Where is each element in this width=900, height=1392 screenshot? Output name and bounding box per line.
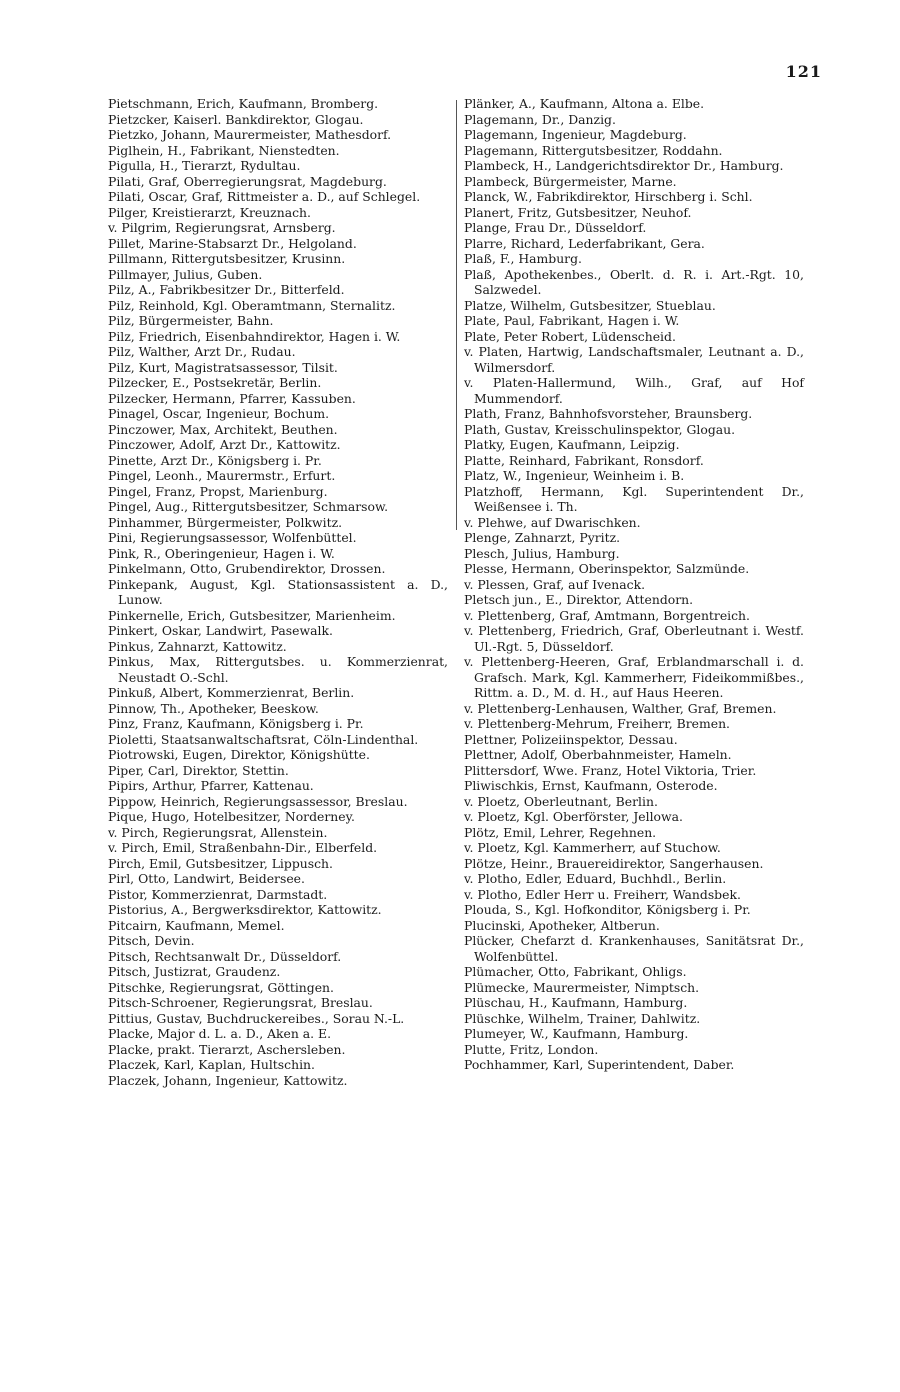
- directory-entry: Pingel, Franz, Propst, Marienburg.: [108, 483, 328, 499]
- directory-entry: Platz, W., Ingenieur, Weinheim i. B.: [464, 468, 685, 483]
- directory-entry: Plarre, Richard, Lederfabrikant, Gera.: [464, 235, 705, 251]
- directory-entry: Pitsch, Rechtsanwalt Dr., Düsseldorf.: [108, 948, 342, 964]
- directory-entry: Plücker, Chefarzt d. Krankenhauses, Sanitätsrat Dr., Wolfenbüttel.: [464, 933, 804, 964]
- directory-entry: Placke, prakt. Tierarzt, Aschersleben.: [108, 1041, 346, 1057]
- directory-entry: Plänker, A., Kaufmann, Altona a. Elbe.: [464, 96, 705, 111]
- directory-entry: Pinkuß, Albert, Kommerzienrat, Berlin.: [108, 685, 355, 700]
- directory-entry: Pitsch, Justizrat, Graudenz.: [108, 964, 281, 979]
- directory-entry: Pilz, Kurt, Magistratsassessor, Tilsit.: [108, 359, 338, 375]
- directory-entry: Pinkelmann, Otto, Grubendirektor, Drossen.: [108, 561, 386, 576]
- directory-entry: v. Ploetz, Oberleutnant, Berlin.: [464, 793, 658, 809]
- directory-entry: Pinnow, Th., Apotheker, Beeskow.: [108, 700, 319, 716]
- directory-entry: v. Plettenberg-Heeren, Graf, Erblandmarschall i. d. Grafsch. Mark, Kgl. Kammerherr, Fideikommißbes., Rittm. a. D., M. d. H., auf Haus Heeren.: [464, 654, 804, 700]
- directory-entry: Pilzecker, E., Postsekretär, Berlin.: [108, 375, 322, 390]
- directory-entry: Pilz, Walther, Arzt Dr., Rudau.: [108, 344, 296, 359]
- directory-entry: Plötz, Emil, Lehrer, Regehnen.: [464, 824, 657, 840]
- directory-entry: Placke, Major d. L. a. D., Aken a. E.: [108, 1026, 332, 1041]
- directory-entry: Placzek, Karl, Kaplan, Hultschin.: [108, 1057, 315, 1072]
- directory-entry: v. Plehwe, auf Dwarischken.: [464, 514, 641, 530]
- directory-entry: Pilati, Graf, Oberregierungsrat, Magdeburg.: [108, 173, 387, 189]
- directory-entry: Plutte, Fritz, London.: [464, 1041, 599, 1057]
- directory-entry: Pinkert, Oskar, Landwirt, Pasewalk.: [108, 623, 333, 638]
- directory-entry: Plettner, Adolf, Oberbahnmeister, Hameln.: [464, 747, 732, 762]
- directory-entry: Plath, Franz, Bahnhofsvorsteher, Braunsberg.: [464, 406, 753, 421]
- directory-entry: Pilz, Bürgermeister, Bahn.: [108, 313, 274, 328]
- directory-entry: Pilz, Reinhold, Kgl. Oberamtmann, Sternalitz.: [108, 297, 396, 313]
- directory-entry: Platzhoff, Hermann, Kgl. Superintendent Dr., Weißensee i. Th.: [464, 483, 804, 514]
- directory-entry: Pinkus, Max, Rittergutsbes. u. Kommerzienrat, Neustadt O.-Schl.: [108, 654, 448, 685]
- directory-entry: Plümecke, Maurermeister, Nimptsch.: [464, 979, 700, 995]
- directory-entry: Pietzcker, Kaiserl. Bankdirektor, Glogau.: [108, 111, 364, 127]
- directory-entry: Plaß, F., Hamburg.: [464, 251, 582, 266]
- directory-entry: Platky, Eugen, Kaufmann, Leipzig.: [464, 437, 680, 452]
- directory-entry: Pinkus, Zahnarzt, Kattowitz.: [108, 638, 287, 654]
- directory-entry: Plaß, Apothekenbes., Oberlt. d. R. i. Art.-Rgt. 10, Salzwedel.: [464, 266, 804, 297]
- directory-entry: Pitschke, Regierungsrat, Göttingen.: [108, 979, 334, 995]
- column-divider: [456, 100, 457, 530]
- directory-entry: Pitcairn, Kaufmann, Memel.: [108, 917, 285, 933]
- directory-entry: Plagemann, Dr., Danzig.: [464, 111, 616, 127]
- directory-entry: Pinhammer, Bürgermeister, Polkwitz.: [108, 514, 343, 530]
- directory-entry: Plagemann, Ingenieur, Magdeburg.: [464, 127, 687, 142]
- directory-entry: Pinczower, Max, Architekt, Beuthen.: [108, 421, 338, 437]
- directory-entry: Pillet, Marine-Stabsarzt Dr., Helgoland.: [108, 235, 357, 251]
- directory-entry: Plambeck, H., Landgerichtsdirektor Dr., Hamburg.: [464, 158, 784, 173]
- directory-entry: v. Platen-Hallermund, Wilh., Graf, auf Hof Mummendorf.: [464, 375, 804, 406]
- directory-entry: Pillmayer, Julius, Guben.: [108, 266, 263, 282]
- directory-entry: Piper, Carl, Direktor, Stettin.: [108, 762, 289, 778]
- directory-entry: Pinkepank, August, Kgl. Stationsassistent a. D., Lunow.: [108, 576, 448, 607]
- directory-entry: Platte, Reinhard, Fabrikant, Ronsdorf.: [464, 452, 704, 468]
- directory-entry: Plate, Paul, Fabrikant, Hagen i. W.: [464, 313, 680, 328]
- directory-entry: Pirch, Emil, Gutsbesitzer, Lippusch.: [108, 855, 333, 871]
- directory-entry: v. Pirch, Regierungsrat, Allenstein.: [108, 824, 328, 840]
- directory-entry: Plange, Frau Dr., Düsseldorf.: [464, 220, 647, 235]
- directory-entry: Pitsch, Devin.: [108, 933, 195, 948]
- directory-entry: v. Plessen, Graf, auf Ivenack.: [464, 576, 646, 592]
- directory-entry: Planert, Fritz, Gutsbesitzer, Neuhof.: [464, 204, 692, 220]
- directory-entry: Pingel, Leonh., Maurermstr., Erfurt.: [108, 468, 336, 483]
- directory-entry: Pioletti, Staatsanwaltschaftsrat, Cöln-Lindenthal.: [108, 731, 419, 747]
- directory-entry: Pletsch jun., E., Direktor, Attendorn.: [464, 592, 694, 607]
- directory-entry: v. Ploetz, Kgl. Oberförster, Jellowa.: [464, 809, 683, 824]
- left-column: [108, 96, 448, 1088]
- directory-entry: Plouda, S., Kgl. Hofkonditor, Königsberg i. Pr.: [464, 902, 751, 917]
- directory-entry: v. Pilgrim, Regierungsrat, Arnsberg.: [108, 220, 336, 235]
- directory-entry: v. Ploetz, Kgl. Kammerherr, auf Stuchow.: [464, 840, 721, 855]
- directory-entry: Pilati, Oscar, Graf, Rittmeister a. D., auf Schlegel.: [108, 189, 421, 204]
- directory-entry: Plittersdorf, Wwe. Franz, Hotel Viktoria, Trier.: [464, 762, 757, 778]
- directory-entry: Plagemann, Rittergutsbesitzer, Roddahn.: [464, 142, 723, 158]
- directory-entry: Plenge, Zahnarzt, Pyritz.: [464, 530, 621, 545]
- directory-entry: Pink, R., Oberingenieur, Hagen i. W.: [108, 545, 335, 561]
- directory-entry: Plate, Peter Robert, Lüdenscheid.: [464, 328, 676, 344]
- directory-entry: Pietschmann, Erich, Kaufmann, Bromberg.: [108, 96, 379, 111]
- directory-entry: Pinczower, Adolf, Arzt Dr., Kattowitz.: [108, 437, 341, 452]
- directory-entry: Pinz, Franz, Kaufmann, Königsberg i. Pr.: [108, 716, 364, 731]
- directory-entry: Platze, Wilhelm, Gutsbesitzer, Stueblau.: [464, 297, 716, 313]
- directory-entry: Pilger, Kreistierarzt, Kreuznach.: [108, 204, 311, 220]
- directory-entry: v. Plotho, Edler, Eduard, Buchhdl., Berlin.: [464, 871, 727, 886]
- directory-entry: Pipirs, Arthur, Pfarrer, Kattenau.: [108, 778, 314, 793]
- directory-entry: Plötze, Heinr., Brauereidirektor, Sangerhausen.: [464, 855, 764, 871]
- directory-entry: Pique, Hugo, Hotelbesitzer, Norderney.: [108, 809, 355, 824]
- directory-entry: v. Plettenberg, Friedrich, Graf, Oberleutnant i. Westf. Ul.-Rgt. 5, Düsseldorf.: [464, 623, 804, 654]
- directory-entry: Placzek, Johann, Ingenieur, Kattowitz.: [108, 1072, 348, 1088]
- directory-entry: v. Pirch, Emil, Straßenbahn-Dir., Elberfeld.: [108, 840, 378, 855]
- directory-entry: Pochhammer, Karl, Superintendent, Daber.: [464, 1057, 735, 1072]
- directory-entry: Pinette, Arzt Dr., Königsberg i. Pr.: [108, 452, 322, 468]
- directory-entry: Pirl, Otto, Landwirt, Beidersee.: [108, 871, 305, 886]
- directory-entry: Plath, Gustav, Kreisschulinspektor, Glogau.: [464, 421, 736, 437]
- directory-entry: Plambeck, Bürgermeister, Marne.: [464, 173, 677, 189]
- directory-entry: Plettner, Polizeiinspektor, Dessau.: [464, 731, 678, 747]
- directory-entry: Pistor, Kommerzienrat, Darmstadt.: [108, 886, 328, 902]
- directory-entry: Pietzko, Johann, Maurermeister, Mathesdorf.: [108, 127, 392, 142]
- directory-entry: Pini, Regierungsassessor, Wolfenbüttel.: [108, 530, 357, 545]
- directory-entry: Planck, W., Fabrikdirektor, Hirschberg i. Schl.: [464, 189, 753, 204]
- directory-entry: Plesse, Hermann, Oberinspektor, Salzmünde.: [464, 561, 750, 576]
- directory-entry: v. Plettenberg-Lenhausen, Walther, Graf, Bremen.: [464, 700, 777, 716]
- directory-entry: Pilzecker, Hermann, Pfarrer, Kassuben.: [108, 390, 356, 406]
- directory-entry: Pilz, A., Fabrikbesitzer Dr., Bitterfeld.: [108, 282, 345, 297]
- directory-entry: Pitsch-Schroener, Regierungsrat, Breslau.: [108, 995, 373, 1010]
- directory-entry: v. Plettenberg-Mehrum, Freiherr, Bremen.: [464, 716, 730, 731]
- directory-entry: v. Plettenberg, Graf, Amtmann, Borgentreich.: [464, 607, 750, 623]
- directory-entry: Plüschau, H., Kaufmann, Hamburg.: [464, 995, 688, 1010]
- directory-entry: Pilz, Friedrich, Eisenbahndirektor, Hagen i. W.: [108, 328, 401, 344]
- directory-entry: Plesch, Julius, Hamburg.: [464, 545, 620, 561]
- directory-entry: Piglhein, H., Fabrikant, Nienstedten.: [108, 142, 340, 158]
- directory-entry: Pippow, Heinrich, Regierungsassessor, Breslau.: [108, 793, 408, 809]
- directory-entry: Pillmann, Rittergutsbesitzer, Krusinn.: [108, 251, 346, 266]
- directory-entry: v. Platen, Hartwig, Landschaftsmaler, Leutnant a. D., Wilmersdorf.: [464, 344, 804, 375]
- directory-entry: Plümacher, Otto, Fabrikant, Ohligs.: [464, 964, 687, 979]
- directory-entry: Pingel, Aug., Rittergutsbesitzer, Schmarsow.: [108, 499, 389, 514]
- directory-entry: Pinkernelle, Erich, Gutsbesitzer, Marienheim.: [108, 607, 396, 623]
- directory-entry: Plumeyer, W., Kaufmann, Hamburg.: [464, 1026, 689, 1041]
- directory-entry: Piotrowski, Eugen, Direktor, Königshütte.: [108, 747, 370, 762]
- page-number: 121: [785, 62, 822, 81]
- directory-entry: Pittius, Gustav, Buchdruckereibes., Sorau N.-L.: [108, 1010, 405, 1026]
- directory-entry: Plucinski, Apotheker, Altberun.: [464, 917, 660, 933]
- directory-entry: Pigulla, H., Tierarzt, Rydultau.: [108, 158, 301, 173]
- directory-entry: v. Plotho, Edler Herr u. Freiherr, Wandsbek.: [464, 886, 741, 902]
- directory-entry: Plüschke, Wilhelm, Trainer, Dahlwitz.: [464, 1010, 701, 1026]
- right-column: [464, 96, 804, 1073]
- directory-entry: Pinagel, Oscar, Ingenieur, Bochum.: [108, 406, 330, 421]
- directory-entry: Pistorius, A., Bergwerksdirektor, Kattowitz.: [108, 902, 382, 917]
- directory-entry: Pliwischkis, Ernst, Kaufmann, Osterode.: [464, 778, 718, 793]
